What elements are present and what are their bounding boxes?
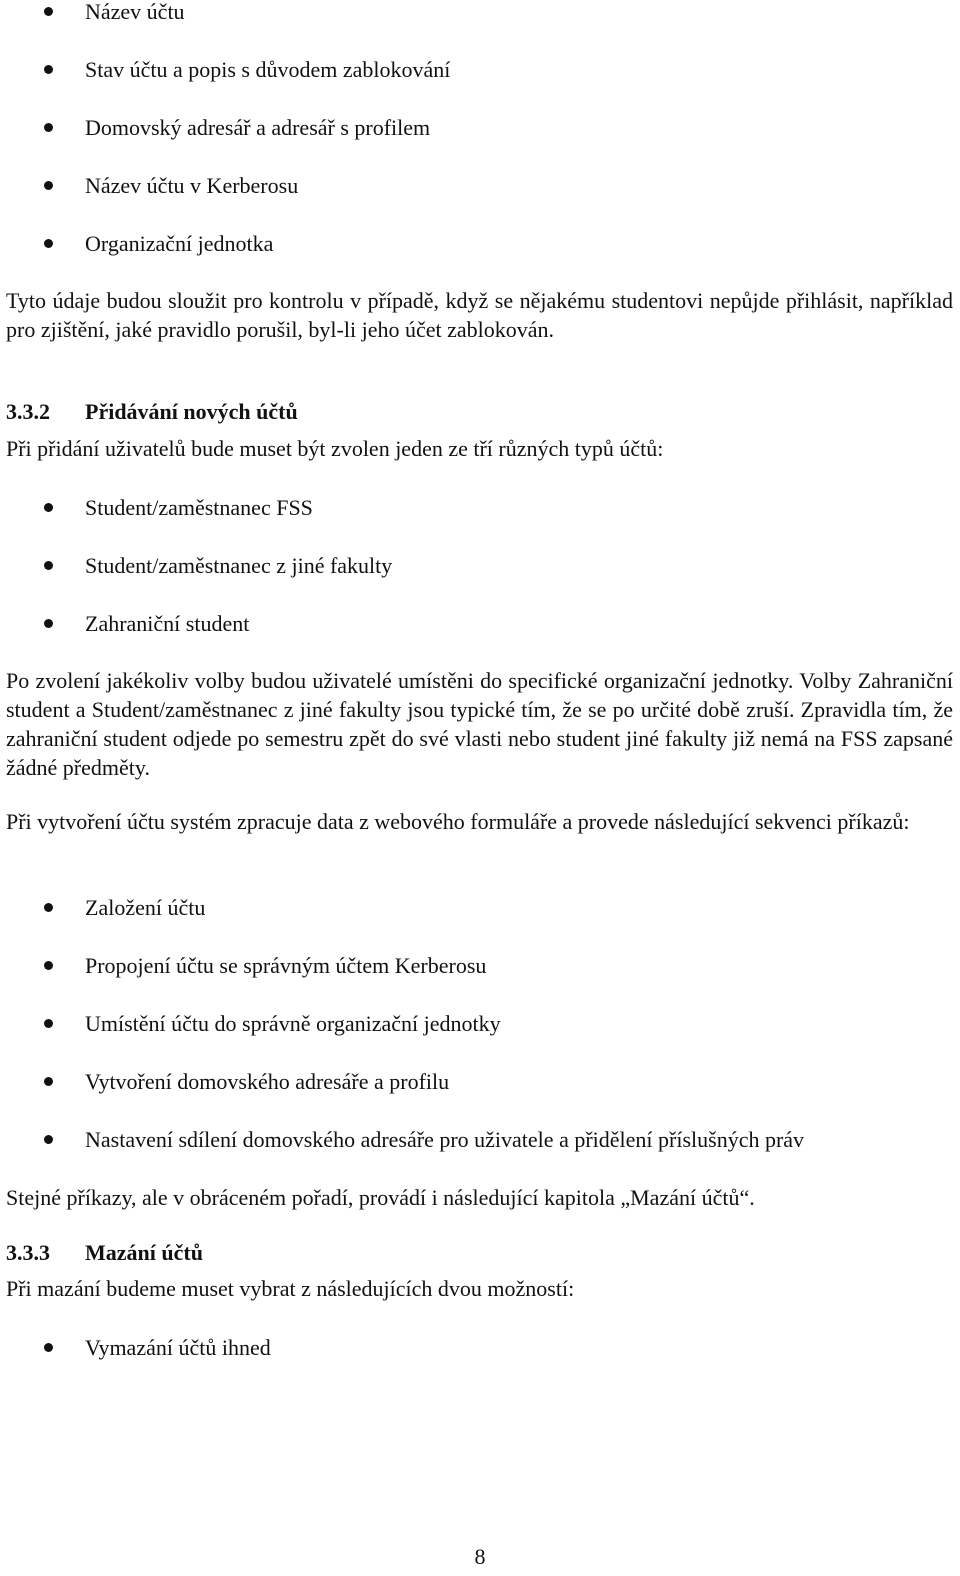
list-item-text: Organizační jednotka [85,231,274,256]
bullet-icon [44,1343,53,1352]
bullet-icon [44,7,53,16]
list-item-text: Název účtu [85,0,185,24]
list-item-text: Vytvoření domovského adresáře a profilu [85,1069,450,1094]
bullet-icon [44,561,53,570]
bullet-icon [44,1135,53,1144]
section-heading-deleting-accounts [6,1239,203,1267]
list-item-text: Domovský adresář a adresář s profilem [85,115,431,140]
section-heading-adding-accounts [6,398,298,426]
paragraph-organizational-units: Po zvolení jakékoliv volby budou uživatelé umístěni do specifické organizační jednotky. Volby Zahraniční student a Student/zaměstnanec z jiné fakulty jsou typické tím, že se po určité době zruší. Zpravidla tím, že zahraniční student odjede po semestru zpět do své vlasti nebo student jiné fakulty již nemá na FSS zapsané žádné předměty. [6,668,953,780]
list-item-text: Propojení účtu se správným účtem Kerberosu [85,953,487,978]
list-item-text: Umístění účtu do správně organizační jednotky [85,1011,501,1036]
bullet-icon [44,619,53,628]
list-item-text: Stav účtu a popis s důvodem zablokování [85,57,451,82]
bullet-icon [44,903,53,912]
bullet-icon [44,65,53,74]
bullet-icon [44,503,53,512]
paragraph-command-sequence-intro: Při vytvoření účtu systém zpracuje data z webového formuláře a provede následující sekvenci příkazů: [6,809,910,834]
paragraph-reverse-order-note: Stejné příkazy, ale v obráceném pořadí, provádí i následující kapitola „Mazání účtů“. [6,1185,755,1210]
page-number: 8 [474,1544,486,1569]
section-number: 3.3.2 [6,399,50,424]
section-title: Mazání účtů [85,1240,203,1265]
bullet-icon [44,1077,53,1086]
paragraph-data-purpose: Tyto údaje budou sloužit pro kontrolu v případě, když se nějakému studentovi nepůjde přihlásit, například pro zjištění, jaké pravidlo porušil, byl-li jeho účet zablokován. [6,288,953,342]
list-item-text: Název účtu v Kerberosu [85,173,299,198]
paragraph-deletion-options-intro: Při mazání budeme muset vybrat z následujících dvou možností: [6,1276,575,1301]
paragraph-account-types-intro: Při přidání uživatelů bude muset být zvolen jeden ze tří různých typů účtů: [6,436,664,461]
bullet-icon [44,961,53,970]
section-number: 3.3.3 [6,1240,50,1265]
list-item-text: Vymazání účtů ihned [85,1335,271,1360]
list-item-text: Zahraniční student [85,611,250,636]
bullet-icon [44,181,53,190]
bullet-icon [44,123,53,132]
list-item-text: Student/zaměstnanec FSS [85,495,313,520]
bullet-icon [44,1019,53,1028]
list-item-text: Založení účtu [85,895,206,920]
bullet-icon [44,239,53,248]
list-item-text: Nastavení sdílení domovského adresáře pro uživatele a přidělení příslušných práv [85,1127,805,1152]
list-item-text: Student/zaměstnanec z jiné fakulty [85,553,393,578]
section-title: Přidávání nových účtů [85,399,298,424]
